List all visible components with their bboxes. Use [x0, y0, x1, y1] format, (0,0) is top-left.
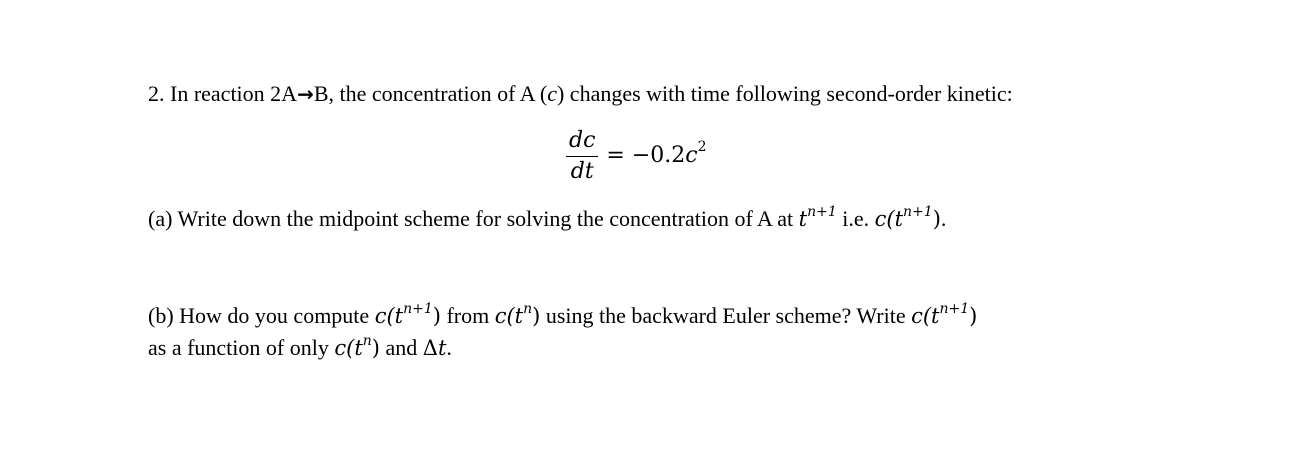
part-b-expr-1	[374, 301, 441, 328]
part-b-m1-sup: n+1	[403, 301, 433, 317]
problem-number: 2.	[148, 81, 165, 106]
reaction-arrow-icon: →	[297, 82, 314, 106]
intro-text-b: B, the concentration of A (	[313, 81, 548, 106]
part-b-line2-text2: and	[380, 335, 423, 360]
part-a-text1: Write down the midpoint scheme for solving the concentration of A at	[177, 206, 799, 231]
part-a-t	[798, 204, 837, 231]
part-b-line2-text1: as a function of only	[148, 335, 335, 360]
intro-text-a: In reaction 2A	[170, 81, 298, 106]
fraction-numerator: dc	[566, 128, 598, 157]
part-b-expr-3	[911, 301, 978, 328]
part-b-m1-close: )	[432, 304, 441, 328]
part-b-line-1	[148, 303, 977, 329]
part-b-m3-close: )	[969, 304, 978, 328]
part-b-delta-t-symbol: t	[437, 336, 447, 360]
part-a-end: .	[940, 206, 947, 231]
part-a-c-sup: n+1	[903, 204, 933, 220]
part-a-text2: i.e.	[836, 206, 875, 231]
part-b-delta-symbol: Δ	[422, 336, 438, 360]
part-b-expr-2	[494, 301, 541, 328]
part-a-c-close: )	[932, 207, 941, 231]
equation-var: c	[685, 143, 698, 168]
part-b-line-2	[148, 335, 452, 361]
part-b-m4-sup: n	[362, 333, 372, 349]
part-b-expr-4	[334, 333, 380, 360]
equation-equals: = −0.2	[606, 143, 686, 168]
part-b-m3-sup: n+1	[939, 301, 970, 317]
part-a	[148, 206, 946, 232]
part-b-m2-open: c(t	[494, 304, 524, 328]
part-a-c-open: c(t	[874, 207, 904, 231]
part-a-label: (a)	[148, 206, 173, 231]
part-b-text2: from	[440, 303, 495, 328]
problem-statement	[148, 81, 1013, 107]
equation-exponent: 2	[697, 138, 707, 155]
part-b-m3-open: c(t	[911, 304, 940, 328]
rate-equation	[566, 124, 707, 188]
part-b-m2-close: )	[532, 304, 541, 328]
part-b-line2-end: .	[446, 335, 452, 360]
part-a-t-symbol: t	[798, 207, 808, 231]
intro-variable: c	[547, 81, 557, 106]
part-a-t-sup: n+1	[807, 204, 837, 220]
part-b-m1-open: c(t	[374, 304, 404, 328]
intro-text-c: ) changes with time following second-order kinetic:	[556, 81, 1013, 106]
part-b-delta-t	[423, 336, 447, 360]
part-b-m4-close: )	[371, 336, 380, 360]
part-b-m2-sup: n	[523, 301, 533, 317]
fraction-denominator: dt	[570, 158, 594, 184]
part-b-m4-open: c(t	[334, 336, 363, 360]
part-b-text3: using the backward Euler scheme? Write	[540, 303, 912, 328]
derivative-fraction	[566, 128, 598, 185]
part-a-c-expr	[874, 204, 941, 231]
part-b-label: (b)	[148, 303, 174, 328]
part-b-text1: How do you compute	[179, 303, 375, 328]
equation-rhs	[606, 138, 707, 169]
